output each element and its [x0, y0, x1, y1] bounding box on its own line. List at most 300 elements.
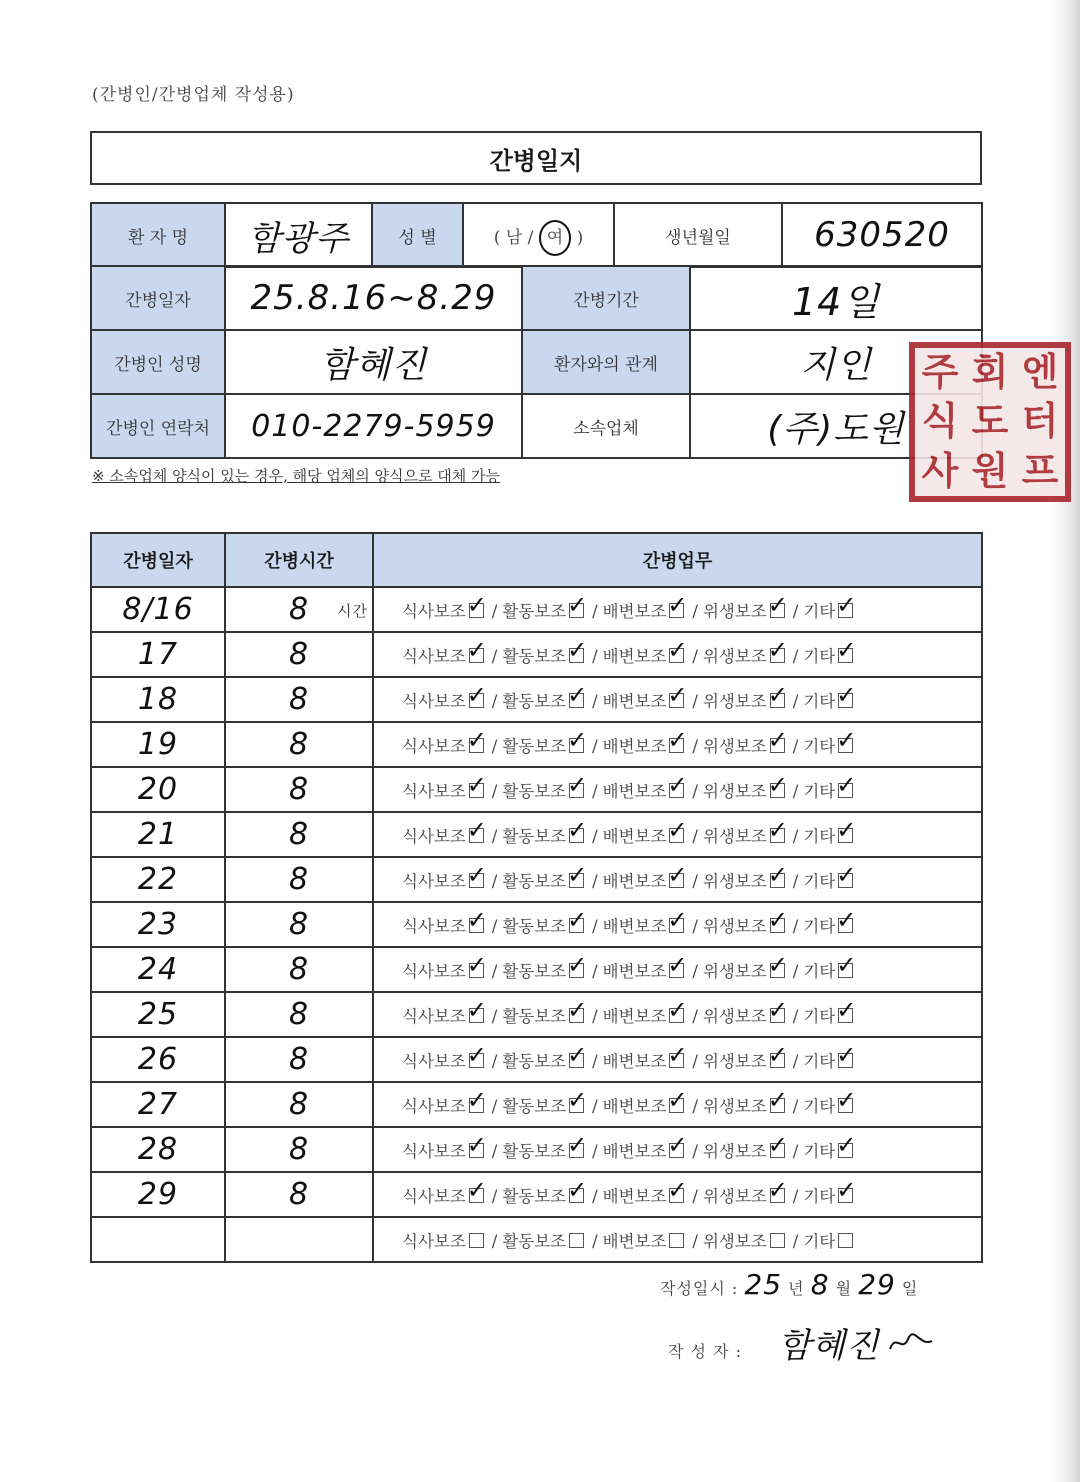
- duty-separator: /: [692, 1231, 698, 1251]
- duty-label: 위생보조: [702, 1231, 767, 1251]
- writer-line: [668, 1318, 936, 1367]
- form-title-text: 간병일지: [489, 146, 583, 175]
- care-log-hours-cell: [225, 812, 373, 857]
- care-log-hours: 8: [288, 1087, 310, 1122]
- duty-item: [502, 913, 587, 937]
- duty-item: [402, 823, 487, 847]
- duty-separator: /: [692, 646, 698, 666]
- duty-label: 식사보조: [402, 1231, 466, 1251]
- care-log-hours-cell: [225, 1037, 373, 1082]
- form-subtitle: (간병인/간병업체 작성용): [92, 85, 295, 105]
- care-log-duties: [373, 1082, 982, 1127]
- duty-item: [402, 598, 487, 622]
- duty-checkbox-checked[interactable]: [770, 1053, 785, 1068]
- duty-separator: /: [491, 691, 498, 711]
- care-log-hours: 8: [288, 1042, 310, 1077]
- duty-label: 기타: [803, 1141, 836, 1161]
- duty-checkbox-checked[interactable]: [469, 828, 484, 843]
- duty-item: [402, 1048, 487, 1072]
- care-log-hours: 8: [288, 772, 310, 807]
- duty-label: 활동보조: [502, 1141, 567, 1161]
- care-log-hours-cell: [225, 902, 373, 947]
- duty-checkbox-checked[interactable]: [838, 1008, 853, 1023]
- care-log-hours: 8: [288, 1132, 310, 1167]
- duty-label: 배변보조: [602, 1006, 667, 1026]
- care-dates-value: 25.8.16~8.29: [225, 266, 522, 330]
- duty-separator: /: [592, 961, 598, 981]
- care-log-date: 26: [91, 1037, 225, 1082]
- duty-checkbox-checked[interactable]: [569, 828, 584, 843]
- duty-checkbox-checked[interactable]: [838, 1188, 853, 1203]
- duty-separator: /: [491, 736, 498, 756]
- duty-checkbox-checked[interactable]: [669, 963, 684, 978]
- duty-separator: /: [491, 601, 498, 621]
- duty-separator: /: [792, 1051, 799, 1071]
- duty-separator: /: [792, 646, 799, 666]
- duty-item: [502, 778, 587, 802]
- duty-item: [502, 733, 587, 757]
- duty-checkbox-checked[interactable]: [669, 783, 684, 798]
- care-log-row: [91, 1127, 982, 1172]
- duty-label: 식사보조: [402, 1141, 466, 1161]
- duty-item: [502, 598, 587, 622]
- duty-label: 기타: [803, 601, 836, 621]
- duty-separator: /: [491, 1051, 498, 1071]
- duty-item: [402, 868, 487, 892]
- duty-separator: /: [592, 1006, 598, 1026]
- duty-separator: /: [491, 961, 498, 981]
- year-unit: 년: [788, 1279, 805, 1298]
- duty-separator: /: [792, 601, 799, 621]
- duty-label: 식사보조: [402, 961, 466, 981]
- duty-checkbox-checked[interactable]: [469, 873, 484, 888]
- duty-checkbox-checked[interactable]: [569, 648, 584, 663]
- duty-item: [703, 1003, 788, 1027]
- duty-label: 위생보조: [702, 601, 767, 621]
- duty-checkbox-checked[interactable]: [838, 738, 853, 753]
- duty-checkbox-checked[interactable]: [770, 783, 785, 798]
- care-log-row: [91, 1037, 982, 1082]
- form-title: [90, 131, 982, 185]
- duty-label: 식사보조: [402, 1096, 466, 1116]
- duty-checkbox-checked[interactable]: [569, 1008, 584, 1023]
- duty-separator: /: [491, 1231, 498, 1251]
- duty-checkbox-empty[interactable]: [770, 1233, 785, 1248]
- contact-value: 010-2279-5959: [225, 394, 522, 458]
- duty-checkbox-checked[interactable]: [469, 1188, 484, 1203]
- birth-value: 630520: [782, 203, 982, 267]
- duty-checkbox-checked[interactable]: [469, 648, 484, 663]
- duty-item: [803, 1048, 856, 1072]
- duty-checkbox-checked[interactable]: [469, 603, 484, 618]
- company-value: (주)도원: [690, 394, 982, 458]
- duty-label: 위생보조: [702, 1006, 767, 1026]
- duty-checkbox-checked[interactable]: [669, 1053, 684, 1068]
- duty-checkbox-checked[interactable]: [569, 1053, 584, 1068]
- writer-label: 작 성 자 :: [668, 1342, 743, 1361]
- duty-checkbox-checked[interactable]: [669, 1008, 684, 1023]
- duty-checkbox-checked[interactable]: [669, 648, 684, 663]
- duty-checkbox-checked[interactable]: [838, 1098, 853, 1113]
- duty-checkbox-checked[interactable]: [669, 1188, 684, 1203]
- duty-separator: /: [592, 1051, 598, 1071]
- care-log-date: 25: [91, 992, 225, 1037]
- duty-separator: /: [592, 601, 598, 621]
- care-log-row: [91, 1172, 982, 1217]
- care-log-hours-cell: [225, 1172, 373, 1217]
- duty-checkbox-checked[interactable]: [770, 1188, 785, 1203]
- duty-item: [703, 778, 788, 802]
- duty-checkbox-checked[interactable]: [770, 603, 785, 618]
- duty-separator: /: [692, 1141, 698, 1161]
- duty-label: 기타: [803, 781, 836, 801]
- duty-separator: /: [592, 1186, 598, 1206]
- duty-item: [803, 688, 856, 712]
- duty-label: 식사보조: [402, 1186, 466, 1206]
- caregiver-name-label: 간병인 성명: [91, 330, 225, 394]
- duty-checkbox-checked[interactable]: [569, 873, 584, 888]
- duty-label: 배변보조: [602, 1231, 667, 1251]
- care-info-table: [90, 265, 983, 459]
- care-log-duties: [373, 947, 982, 992]
- duty-label: 배변보조: [602, 781, 667, 801]
- duty-label: 기타: [803, 1231, 836, 1251]
- duty-checkbox-checked[interactable]: [569, 693, 584, 708]
- duty-checkbox-checked[interactable]: [569, 1188, 584, 1203]
- duty-checkbox-checked[interactable]: [838, 603, 853, 618]
- duty-label: 활동보조: [502, 646, 567, 666]
- duty-checkbox-checked[interactable]: [838, 963, 853, 978]
- duty-separator: /: [792, 961, 799, 981]
- duty-label: 식사보조: [402, 1006, 466, 1026]
- duty-item: [703, 1093, 788, 1117]
- gender-label: 성 별: [372, 203, 463, 267]
- duty-item: [603, 958, 688, 982]
- care-log-row: [91, 812, 982, 857]
- duty-label: 배변보조: [602, 916, 667, 936]
- duty-item: [402, 958, 487, 982]
- col-header-hours: 간병시간: [225, 533, 373, 587]
- care-log-duties: [373, 1127, 982, 1172]
- duty-label: 위생보조: [702, 736, 767, 756]
- duty-item: [603, 1048, 688, 1072]
- duty-item: [703, 913, 788, 937]
- duty-separator: /: [692, 736, 698, 756]
- duty-checkbox-checked[interactable]: [569, 918, 584, 933]
- duty-separator: /: [491, 646, 498, 666]
- care-log-date: 28: [91, 1127, 225, 1172]
- duty-label: 위생보조: [702, 871, 767, 891]
- duty-checkbox-checked[interactable]: [469, 918, 484, 933]
- duty-item: [603, 1003, 688, 1027]
- hours-unit-label: 시간: [337, 602, 368, 620]
- duty-item: [502, 823, 587, 847]
- duty-checkbox-checked[interactable]: [838, 873, 853, 888]
- duty-item: [603, 913, 688, 937]
- care-log-date: 23: [91, 902, 225, 947]
- care-log-hours: 8: [288, 907, 310, 942]
- duty-checkbox-empty[interactable]: [469, 1233, 484, 1248]
- duty-separator: /: [592, 826, 598, 846]
- care-log-date: 27: [91, 1082, 225, 1127]
- col-header-duties: 간병업무: [373, 533, 982, 587]
- duty-checkbox-checked[interactable]: [669, 918, 684, 933]
- duty-item: [402, 1183, 487, 1207]
- duty-checkbox-checked[interactable]: [770, 963, 785, 978]
- duty-separator: /: [692, 601, 698, 621]
- duty-checkbox-checked[interactable]: [569, 783, 584, 798]
- duty-label: 기타: [803, 1186, 836, 1206]
- duty-checkbox-checked[interactable]: [469, 783, 484, 798]
- seal-char: 식: [921, 399, 959, 444]
- duty-label: 배변보조: [602, 646, 667, 666]
- duty-separator: /: [792, 691, 799, 711]
- care-log-hours-cell: [225, 587, 373, 632]
- duty-label: 위생보조: [702, 781, 767, 801]
- care-log-hours: 8: [288, 862, 310, 897]
- care-log-date: 22: [91, 857, 225, 902]
- duty-item: [803, 778, 856, 802]
- duty-item: [402, 1093, 487, 1117]
- duty-checkbox-checked[interactable]: [838, 648, 853, 663]
- gender-female-option-circled: 여: [539, 220, 571, 256]
- duty-item: [703, 958, 788, 982]
- duty-label: 위생보조: [702, 1141, 767, 1161]
- duty-item: [402, 778, 487, 802]
- care-log-duties: [373, 1217, 982, 1262]
- care-log-hours-cell: [225, 722, 373, 767]
- duty-label: 활동보조: [502, 691, 567, 711]
- duty-item: [603, 778, 688, 802]
- duty-separator: /: [491, 1006, 498, 1026]
- written-month: 8: [810, 1268, 830, 1301]
- duty-checkbox-checked[interactable]: [838, 918, 853, 933]
- duty-separator: /: [592, 1231, 598, 1251]
- care-log-hours: 8: [288, 637, 310, 672]
- duty-checkbox-checked[interactable]: [569, 1098, 584, 1113]
- written-day: 29: [858, 1268, 896, 1301]
- duty-separator: /: [491, 916, 498, 936]
- care-period-label: 간병기간: [522, 266, 690, 330]
- duty-separator: /: [592, 916, 598, 936]
- duty-separator: /: [792, 871, 799, 891]
- duty-item: [703, 1183, 788, 1207]
- care-log-row: [91, 1217, 982, 1262]
- duty-checkbox-checked[interactable]: [838, 828, 853, 843]
- duty-checkbox-checked[interactable]: [669, 828, 684, 843]
- duty-label: 위생보조: [702, 691, 767, 711]
- duty-label: 식사보조: [402, 646, 466, 666]
- duty-item: [502, 1228, 587, 1252]
- duty-item: [502, 1048, 587, 1072]
- duty-checkbox-checked[interactable]: [469, 963, 484, 978]
- duty-label: 식사보조: [402, 736, 466, 756]
- duty-item: [603, 598, 688, 622]
- care-log-duties: [373, 812, 982, 857]
- duty-checkbox-checked[interactable]: [770, 738, 785, 753]
- duty-separator: /: [692, 916, 698, 936]
- duty-separator: /: [792, 1096, 799, 1116]
- duty-separator: /: [692, 1186, 698, 1206]
- duty-checkbox-checked[interactable]: [838, 693, 853, 708]
- duty-label: 위생보조: [702, 826, 767, 846]
- duty-item: [502, 958, 587, 982]
- duty-item: [502, 643, 587, 667]
- relation-label: 환자와의 관계: [522, 330, 690, 394]
- duty-checkbox-checked[interactable]: [669, 738, 684, 753]
- duty-label: 배변보조: [602, 601, 667, 621]
- duty-item: [402, 688, 487, 712]
- duty-checkbox-checked[interactable]: [669, 603, 684, 618]
- duty-checkbox-checked[interactable]: [569, 963, 584, 978]
- duty-separator: /: [592, 1141, 598, 1161]
- duty-item: [402, 733, 487, 757]
- patient-info-table: [90, 202, 983, 268]
- duty-checkbox-checked[interactable]: [569, 603, 584, 618]
- care-log-row: [91, 677, 982, 722]
- duty-checkbox-checked[interactable]: [838, 1053, 853, 1068]
- company-seal-stamp: [909, 342, 1071, 502]
- duty-separator: /: [491, 1186, 498, 1206]
- duty-separator: /: [592, 691, 598, 711]
- duty-label: 위생보조: [702, 1051, 767, 1071]
- col-header-date: 간병일자: [91, 533, 225, 587]
- duty-item: [603, 733, 688, 757]
- care-log-table: [90, 532, 983, 1263]
- duty-checkbox-checked[interactable]: [469, 738, 484, 753]
- duty-separator: /: [592, 646, 598, 666]
- duty-separator: /: [491, 781, 498, 801]
- form-note: ※ 소속업체 양식이 있는 경우, 해당 업체의 양식으로 대체 가능: [92, 467, 501, 485]
- duty-checkbox-checked[interactable]: [469, 1098, 484, 1113]
- duty-checkbox-checked[interactable]: [838, 1143, 853, 1158]
- duty-checkbox-checked[interactable]: [770, 1098, 785, 1113]
- duty-separator: /: [792, 736, 799, 756]
- duty-label: 배변보조: [602, 961, 667, 981]
- duty-checkbox-checked[interactable]: [770, 828, 785, 843]
- duty-label: 활동보조: [502, 916, 567, 936]
- duty-checkbox-checked[interactable]: [469, 1143, 484, 1158]
- written-date-line: [660, 1268, 918, 1301]
- page-edge-shadow: [1050, 0, 1080, 1482]
- duty-checkbox-checked[interactable]: [770, 918, 785, 933]
- duty-checkbox-empty[interactable]: [569, 1233, 584, 1248]
- duty-item: [402, 913, 487, 937]
- care-log-date: 19: [91, 722, 225, 767]
- duty-separator: /: [792, 1186, 799, 1206]
- duty-label: 배변보조: [602, 736, 667, 756]
- care-log-date: 8/16: [91, 587, 225, 632]
- care-log-duties: [373, 767, 982, 812]
- duty-label: 기타: [803, 736, 836, 756]
- duty-label: 식사보조: [402, 916, 466, 936]
- duty-label: 활동보조: [502, 961, 567, 981]
- duty-label: 기타: [803, 1006, 836, 1026]
- duty-label: 위생보조: [702, 961, 767, 981]
- care-log-hours: 8: [288, 817, 310, 852]
- care-dates-label: 간병일자: [91, 266, 225, 330]
- writer-signature: 함혜진: [778, 1326, 880, 1366]
- duty-separator: /: [692, 1006, 698, 1026]
- duty-checkbox-checked[interactable]: [770, 648, 785, 663]
- duty-checkbox-checked[interactable]: [669, 693, 684, 708]
- duty-checkbox-checked[interactable]: [770, 693, 785, 708]
- duty-label: 활동보조: [502, 1231, 567, 1251]
- care-log-row: [91, 857, 982, 902]
- care-log-row: [91, 992, 982, 1037]
- duty-checkbox-checked[interactable]: [770, 1008, 785, 1023]
- duty-checkbox-empty[interactable]: [838, 1233, 853, 1248]
- care-log-row: [91, 587, 982, 632]
- patient-name-value: 함광주: [225, 203, 372, 267]
- duty-label: 위생보조: [702, 916, 767, 936]
- duty-item: [502, 1138, 587, 1162]
- duty-label: 위생보조: [702, 1186, 767, 1206]
- duty-label: 기타: [803, 826, 836, 846]
- care-log-hours-cell: [225, 992, 373, 1037]
- seal-char: 터: [1021, 399, 1059, 444]
- duty-item: [703, 1138, 788, 1162]
- duty-label: 배변보조: [602, 691, 667, 711]
- company-label: 소속업체: [522, 394, 690, 458]
- duty-item: [803, 1228, 856, 1252]
- care-log-row: [91, 902, 982, 947]
- gender-male-option: 남: [505, 227, 523, 248]
- duty-checkbox-checked[interactable]: [569, 1143, 584, 1158]
- duty-item: [803, 823, 856, 847]
- duty-label: 배변보조: [602, 1096, 667, 1116]
- duty-label: 식사보조: [402, 691, 466, 711]
- duty-separator: /: [592, 781, 598, 801]
- care-log-duties: [373, 992, 982, 1037]
- duty-checkbox-checked[interactable]: [669, 1143, 684, 1158]
- care-log-hours: 8: [288, 997, 310, 1032]
- duty-checkbox-empty[interactable]: [669, 1233, 684, 1248]
- duty-item: [803, 643, 856, 667]
- duty-separator: /: [592, 736, 598, 756]
- care-log-duties: [373, 902, 982, 947]
- duty-item: [803, 598, 856, 622]
- care-log-duties: [373, 1172, 982, 1217]
- duty-label: 배변보조: [602, 826, 667, 846]
- duty-checkbox-checked[interactable]: [669, 1098, 684, 1113]
- duty-item: [803, 1003, 856, 1027]
- duty-checkbox-checked[interactable]: [469, 1053, 484, 1068]
- duty-checkbox-checked[interactable]: [770, 873, 785, 888]
- duty-label: 활동보조: [502, 781, 567, 801]
- care-log-hours: 8: [288, 952, 310, 987]
- duty-checkbox-checked[interactable]: [469, 1008, 484, 1023]
- duty-label: 배변보조: [602, 871, 667, 891]
- duty-checkbox-checked[interactable]: [569, 738, 584, 753]
- caregiver-name-value: 함혜진: [225, 330, 522, 394]
- duty-checkbox-checked[interactable]: [469, 693, 484, 708]
- duty-item: [603, 823, 688, 847]
- duty-separator: /: [692, 826, 698, 846]
- duty-checkbox-checked[interactable]: [838, 783, 853, 798]
- care-log-duties: [373, 677, 982, 722]
- duty-checkbox-checked[interactable]: [669, 873, 684, 888]
- care-log-row: [91, 767, 982, 812]
- day-unit: 일: [901, 1279, 919, 1298]
- duty-item: [603, 1093, 688, 1117]
- duty-label: 기타: [803, 1051, 836, 1071]
- duty-separator: /: [692, 961, 698, 981]
- duty-checkbox-checked[interactable]: [770, 1143, 785, 1158]
- duty-separator: /: [592, 871, 598, 891]
- duty-item: [603, 1183, 688, 1207]
- care-log-hours: 8: [288, 1177, 310, 1212]
